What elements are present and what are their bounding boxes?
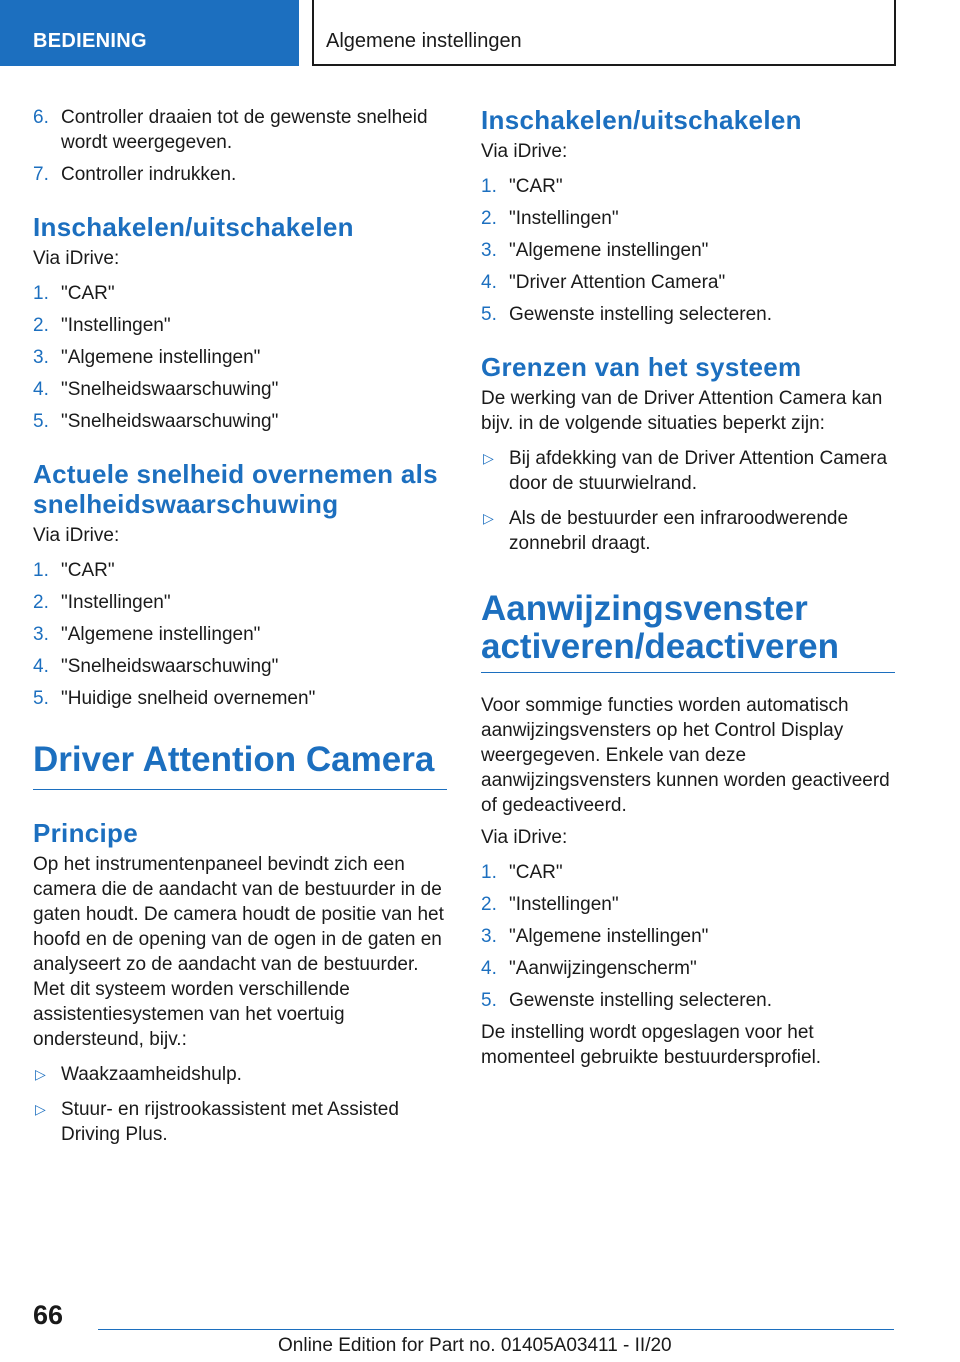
list-item: 2. "Instellingen"	[33, 315, 171, 336]
paragraph: Op het instrumentenpaneel bevindt zich een camera die de aandacht van de bestuurder in de gaten houdt. De camera houdt de positie van het hoofd en de opening van de ogen in de gaten en analyseert zo de aandacht van de bestuurder. Met dit systeem worden verschillende assistentiesystemen van het voertuig ondersteund, bijv.:	[33, 854, 444, 1050]
list-item: 2. "Instellingen"	[33, 592, 171, 613]
section-heading: Actuele snelheid overnemen als snelheidswaarschuwing	[33, 459, 438, 519]
list-item: 4. "Snelheidswaarschuwing"	[33, 656, 279, 677]
triangle-right-icon: ▷	[35, 1101, 46, 1117]
paragraph: Voor sommige functies worden automatisch aanwijzingsvensters op het Control Display weergegeven. Enkele van deze aanwijzingsvensters kunnen worden geactiveerd of gedeactiveerd.	[481, 695, 890, 816]
chapter-header-box	[312, 0, 896, 66]
edition-note: Online Edition for Part no. 01405A03411 - II/20	[278, 1335, 672, 1356]
list-item: 4. "Snelheidswaarschuwing"	[33, 379, 279, 400]
section-heading: Inschakelen/uitschakelen	[481, 105, 802, 135]
list-item: 5. "Huidige snelheid overnemen"	[33, 688, 316, 709]
list-item: 5. "Snelheidswaarschuwing"	[33, 411, 279, 432]
list-item: 7. Controller indrukken.	[33, 164, 237, 185]
triangle-right-icon: ▷	[483, 450, 494, 466]
section-heading: Principe	[33, 818, 138, 848]
page-header	[0, 0, 960, 66]
list-item: 3. "Algemene instellingen"	[33, 624, 261, 645]
steps-list	[33, 558, 447, 711]
list-item: 5. Gewenste instelling selecteren.	[481, 304, 772, 325]
bullet-list	[33, 1062, 447, 1147]
paragraph: De werking van de Driver Attention Camera kan bijv. in de volgende situaties beperkt zijn:	[481, 388, 883, 434]
list-item: 2. "Instellingen"	[481, 894, 619, 915]
list-item: ▷ Bij afdekking van de Driver Attention Camera door de stuurwielrand.	[483, 448, 888, 494]
list-item: 1. "CAR"	[481, 862, 563, 883]
continued-steps-list	[33, 105, 447, 187]
section-heading: Inschakelen/uitschakelen	[33, 212, 354, 242]
chapter-title: Algemene instellingen	[326, 30, 522, 52]
section-heading: Grenzen van het systeem	[481, 352, 802, 382]
right-column	[481, 100, 895, 1070]
chapter-heading: Aanwijzingsvenster activeren/deactiveren	[481, 590, 895, 673]
section-label: BEDIENING	[33, 30, 147, 52]
section-tab	[0, 0, 299, 66]
triangle-right-icon: ▷	[35, 1066, 46, 1082]
intro-text: Via iDrive:	[481, 141, 568, 162]
intro-text: Via iDrive:	[481, 827, 568, 848]
list-item: ▷ Als de bestuurder een infraroodwerende zonnebril draagt.	[483, 508, 849, 554]
footer-divider	[98, 1329, 894, 1330]
list-item: 3. "Algemene instellingen"	[481, 926, 709, 947]
page-number: 66	[33, 1300, 64, 1330]
list-item: 6. Controller draaien tot de gewenste snelheid wordt weergegeven.	[33, 107, 428, 153]
paragraph: De instelling wordt opgeslagen voor het momenteel gebruikte bestuurdersprofiel.	[481, 1022, 822, 1068]
chapter-heading: Driver Attention Camera	[33, 741, 447, 790]
list-item: 1. "CAR"	[481, 176, 563, 197]
list-item: ▷ Stuur- en rijstrookassistent met Assisted Driving Plus.	[35, 1099, 399, 1145]
steps-list	[481, 860, 895, 1013]
list-item: 5. Gewenste instelling selecteren.	[481, 990, 772, 1011]
list-item: 1. "CAR"	[33, 560, 115, 581]
bullet-list	[481, 446, 895, 556]
list-item: 1. "CAR"	[33, 283, 115, 304]
list-item: 2. "Instellingen"	[481, 208, 619, 229]
triangle-right-icon: ▷	[483, 510, 494, 526]
list-item: 3. "Algemene instellingen"	[481, 240, 709, 261]
steps-list	[481, 174, 895, 327]
list-item: 4. "Driver Attention Camera"	[481, 272, 726, 293]
list-item: 3. "Algemene instellingen"	[33, 347, 261, 368]
steps-list	[33, 281, 447, 434]
list-item: ▷ Waakzaamheidshulp.	[35, 1064, 242, 1085]
left-column	[33, 100, 447, 1147]
intro-text: Via iDrive:	[33, 525, 120, 546]
intro-text: Via iDrive:	[33, 248, 120, 269]
list-item: 4. "Aanwijzingenscherm"	[481, 958, 697, 979]
